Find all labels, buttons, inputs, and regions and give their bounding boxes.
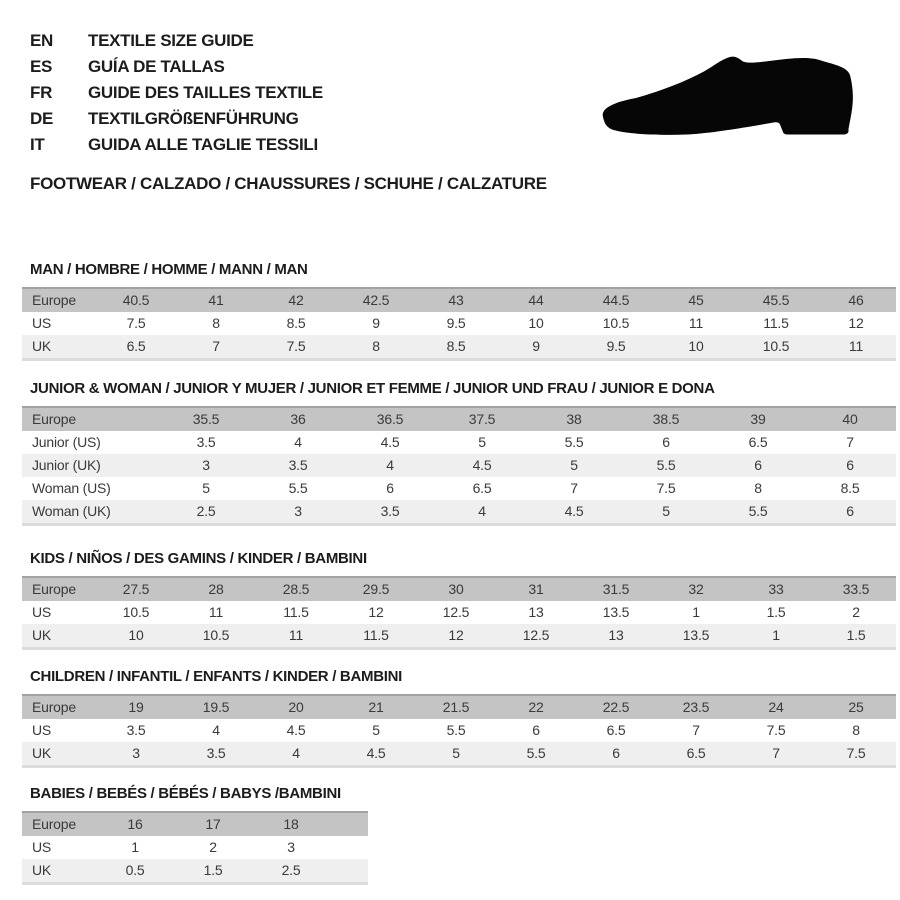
size-cell: 40.5: [122, 292, 150, 308]
size-cell: 10.5: [202, 627, 230, 643]
table-row: [22, 454, 896, 477]
language-code: FR: [30, 83, 53, 102]
size-cell: 3.5: [380, 503, 400, 519]
size-cell: 6: [532, 722, 540, 738]
size-cell: 7.5: [286, 338, 306, 354]
size-cell: 9.5: [446, 315, 466, 331]
row-label: UK: [32, 627, 52, 643]
language-label: GUÍA DE TALLAS: [88, 57, 225, 76]
size-cell: 22: [528, 699, 544, 715]
size-cell: 7: [570, 480, 578, 496]
size-cell: 13.5: [602, 604, 630, 620]
size-cell: 5: [662, 503, 670, 519]
size-cell: 1: [131, 839, 139, 855]
size-cell: 2: [209, 839, 217, 855]
size-table-babies: [22, 811, 368, 885]
language-code: EN: [30, 31, 54, 50]
size-cell: 5.5: [564, 434, 584, 450]
table-row: [22, 742, 896, 767]
size-cell: 18: [283, 816, 299, 832]
size-cell: 7: [692, 722, 700, 738]
filler-cell: [330, 836, 368, 859]
size-cell: 2: [852, 604, 860, 620]
size-cell: 2.5: [281, 862, 301, 878]
size-cell: 7: [846, 434, 854, 450]
size-cell: 46: [848, 292, 864, 308]
size-cell: 5: [478, 434, 486, 450]
row-label: UK: [32, 745, 52, 761]
language-code: ES: [30, 57, 53, 76]
size-cell: 10: [528, 315, 544, 331]
size-cell: 19.5: [202, 699, 230, 715]
size-cell: 8.5: [286, 315, 306, 331]
size-cell: 6.5: [686, 745, 706, 761]
language-code: DE: [30, 109, 54, 128]
size-cell: 11: [688, 315, 704, 331]
size-cell: 6: [754, 457, 762, 473]
size-cell: 12.5: [522, 627, 550, 643]
size-cell: 13.5: [682, 627, 710, 643]
size-section-babies: [22, 785, 900, 885]
size-cell: 6.5: [606, 722, 626, 738]
size-cell: 4.5: [564, 503, 584, 519]
row-label: Europe: [32, 816, 76, 832]
filler-cell: [330, 859, 368, 884]
size-cell: 41: [208, 292, 224, 308]
size-cell: 6.5: [748, 434, 768, 450]
header-row: [22, 288, 896, 312]
size-cell: 44.5: [602, 292, 630, 308]
size-section-kids: [22, 550, 900, 650]
size-cell: 6.5: [472, 480, 492, 496]
row-label: Europe: [32, 411, 76, 427]
table-row: [22, 859, 368, 884]
size-cell: 11: [288, 627, 304, 643]
filler-cell: [330, 812, 368, 836]
size-cell: 3: [294, 503, 302, 519]
size-cell: 33.5: [842, 581, 870, 597]
section-title-babies: BABIES / BEBÉS / BÉBÉS / BABYS /BAMBINI: [30, 785, 341, 802]
size-cell: 7: [212, 338, 220, 354]
size-cell: 10: [128, 627, 144, 643]
size-cell: 5: [570, 457, 578, 473]
size-cell: 8: [852, 722, 860, 738]
section-title-kids: KIDS / NIÑOS / DES GAMINS / KINDER / BAMBINI: [30, 550, 367, 567]
size-cell: 5: [452, 745, 460, 761]
size-cell: 22.5: [602, 699, 630, 715]
size-cell: 1.5: [846, 627, 866, 643]
size-cell: 31: [528, 581, 544, 597]
size-cell: 3.5: [196, 434, 216, 450]
row-label: US: [32, 315, 52, 331]
table-row: [22, 335, 896, 360]
size-cell: 6: [846, 503, 854, 519]
dress-shoe-icon: [600, 53, 856, 141]
table-row: [22, 624, 896, 649]
size-cell: 5.5: [288, 480, 308, 496]
size-cell: 33: [768, 581, 784, 597]
size-cell: 43: [448, 292, 464, 308]
size-cell: 28.5: [282, 581, 310, 597]
size-cell: 11: [208, 604, 224, 620]
size-cell: 12: [448, 627, 464, 643]
header-row: [22, 407, 896, 431]
language-row: [30, 28, 900, 54]
size-cell: 29.5: [362, 581, 390, 597]
table-row: [22, 500, 896, 525]
size-cell: 2.5: [196, 503, 216, 519]
row-label: US: [32, 604, 52, 620]
size-cell: 3.5: [206, 745, 226, 761]
size-section-junior-woman: [22, 380, 900, 526]
size-cell: 4: [478, 503, 486, 519]
header-row: [22, 695, 896, 719]
size-cell: 5.5: [446, 722, 466, 738]
section-title-children: CHILDREN / INFANTIL / ENFANTS / KINDER / BAMBINI: [30, 668, 402, 685]
size-cell: 38: [566, 411, 582, 427]
row-label: Woman (UK): [32, 503, 111, 519]
size-cell: 36: [290, 411, 306, 427]
size-cell: 39: [750, 411, 766, 427]
size-cell: 6: [386, 480, 394, 496]
category-title: FOOTWEAR / CALZADO / CHAUSSURES / SCHUHE / CALZATURE: [30, 174, 547, 193]
size-section-children: [22, 668, 900, 768]
size-cell: 10: [688, 338, 704, 354]
language-label: TEXTILGRÖßENFÜHRUNG: [88, 109, 299, 128]
row-label: Woman (US): [32, 480, 111, 496]
size-cell: 10.5: [122, 604, 150, 620]
size-cell: 1: [692, 604, 700, 620]
size-cell: 21.5: [442, 699, 470, 715]
size-cell: 3: [132, 745, 140, 761]
size-cell: 12.5: [442, 604, 470, 620]
table-row: [22, 431, 896, 454]
size-cell: 0.5: [125, 862, 145, 878]
size-cell: 16: [127, 816, 143, 832]
size-cell: 8: [754, 480, 762, 496]
size-table-junior-woman: [22, 406, 896, 526]
size-cell: 32: [688, 581, 704, 597]
size-cell: 20: [288, 699, 304, 715]
size-cell: 4: [292, 745, 300, 761]
size-cell: 42: [288, 292, 304, 308]
size-cell: 36.5: [376, 411, 404, 427]
size-cell: 38.5: [652, 411, 680, 427]
size-cell: 1: [772, 627, 780, 643]
size-cell: 7.5: [126, 315, 146, 331]
size-table-children: [22, 694, 896, 768]
size-cell: 4: [212, 722, 220, 738]
language-label: GUIDE DES TAILLES TEXTILE: [88, 83, 323, 102]
size-cell: 8: [212, 315, 220, 331]
size-cell: 8: [372, 338, 380, 354]
size-cell: 37.5: [468, 411, 496, 427]
size-cell: 31.5: [602, 581, 630, 597]
size-cell: 5.5: [656, 457, 676, 473]
size-cell: 42.5: [362, 292, 390, 308]
row-label: US: [32, 839, 52, 855]
table-row: [22, 477, 896, 500]
language-label: TEXTILE SIZE GUIDE: [88, 31, 254, 50]
size-cell: 6: [612, 745, 620, 761]
size-cell: 12: [368, 604, 384, 620]
size-cell: 6: [846, 457, 854, 473]
size-cell: 5: [202, 480, 210, 496]
size-cell: 4.5: [286, 722, 306, 738]
table-row: [22, 836, 368, 859]
row-label: UK: [32, 338, 52, 354]
size-cell: 12: [848, 315, 864, 331]
size-cell: 30: [448, 581, 464, 597]
section-title-junior-woman: JUNIOR & WOMAN / JUNIOR Y MUJER / JUNIOR ET FEMME / JUNIOR UND FRAU / JUNIOR E DONA: [30, 380, 715, 397]
row-label: Europe: [32, 292, 76, 308]
size-cell: 11: [848, 338, 864, 354]
size-cell: 4.5: [366, 745, 386, 761]
size-cell: 7.5: [766, 722, 786, 738]
size-cell: 45.5: [762, 292, 790, 308]
size-cell: 7.5: [656, 480, 676, 496]
size-cell: 6: [662, 434, 670, 450]
size-cell: 8.5: [446, 338, 466, 354]
size-cell: 10.5: [762, 338, 790, 354]
size-cell: 44: [528, 292, 544, 308]
size-cell: 8.5: [840, 480, 860, 496]
size-cell: 11.5: [363, 627, 389, 643]
row-label: US: [32, 722, 52, 738]
size-cell: 21: [368, 699, 384, 715]
size-cell: 5: [372, 722, 380, 738]
size-cell: 45: [688, 292, 704, 308]
size-cell: 7.5: [846, 745, 866, 761]
size-cell: 13: [608, 627, 624, 643]
size-table-kids: [22, 576, 896, 650]
header-row: [22, 812, 368, 836]
size-cell: 9: [372, 315, 380, 331]
row-label: Europe: [32, 581, 76, 597]
size-cell: 1.5: [203, 862, 223, 878]
size-cell: 3: [287, 839, 295, 855]
size-cell: 1.5: [766, 604, 786, 620]
table-row: [22, 312, 896, 335]
language-code: IT: [30, 135, 45, 154]
size-cell: 40: [842, 411, 858, 427]
row-label: Junior (US): [32, 434, 101, 450]
size-cell: 24: [768, 699, 784, 715]
size-cell: 3: [202, 457, 210, 473]
size-cell: 11.5: [283, 604, 309, 620]
table-row: [22, 601, 896, 624]
size-cell: 23.5: [682, 699, 710, 715]
size-cell: 3.5: [126, 722, 146, 738]
size-cell: 28: [208, 581, 224, 597]
size-cell: 6.5: [126, 338, 146, 354]
size-cell: 3.5: [288, 457, 308, 473]
size-cell: 9.5: [606, 338, 626, 354]
header-row: [22, 577, 896, 601]
size-cell: 4: [386, 457, 394, 473]
size-cell: 35.5: [192, 411, 220, 427]
size-cell: 7: [772, 745, 780, 761]
size-cell: 5.5: [526, 745, 546, 761]
size-cell: 4.5: [380, 434, 400, 450]
size-cell: 11.5: [763, 315, 789, 331]
size-cell: 27.5: [122, 581, 150, 597]
row-label: Junior (UK): [32, 457, 101, 473]
table-row: [22, 719, 896, 742]
row-label: UK: [32, 862, 52, 878]
size-table-man: [22, 287, 896, 361]
language-label: GUIDA ALLE TAGLIE TESSILI: [88, 135, 318, 154]
size-cell: 19: [128, 699, 144, 715]
size-cell: 25: [848, 699, 864, 715]
size-cell: 10.5: [602, 315, 630, 331]
size-section-man: [22, 261, 900, 361]
size-cell: 4: [294, 434, 302, 450]
size-cell: 9: [532, 338, 540, 354]
size-cell: 4.5: [472, 457, 492, 473]
section-title-man: MAN / HOMBRE / HOMME / MANN / MAN: [30, 261, 308, 278]
row-label: Europe: [32, 699, 76, 715]
size-cell: 13: [528, 604, 544, 620]
size-cell: 17: [205, 816, 221, 832]
size-cell: 5.5: [748, 503, 768, 519]
